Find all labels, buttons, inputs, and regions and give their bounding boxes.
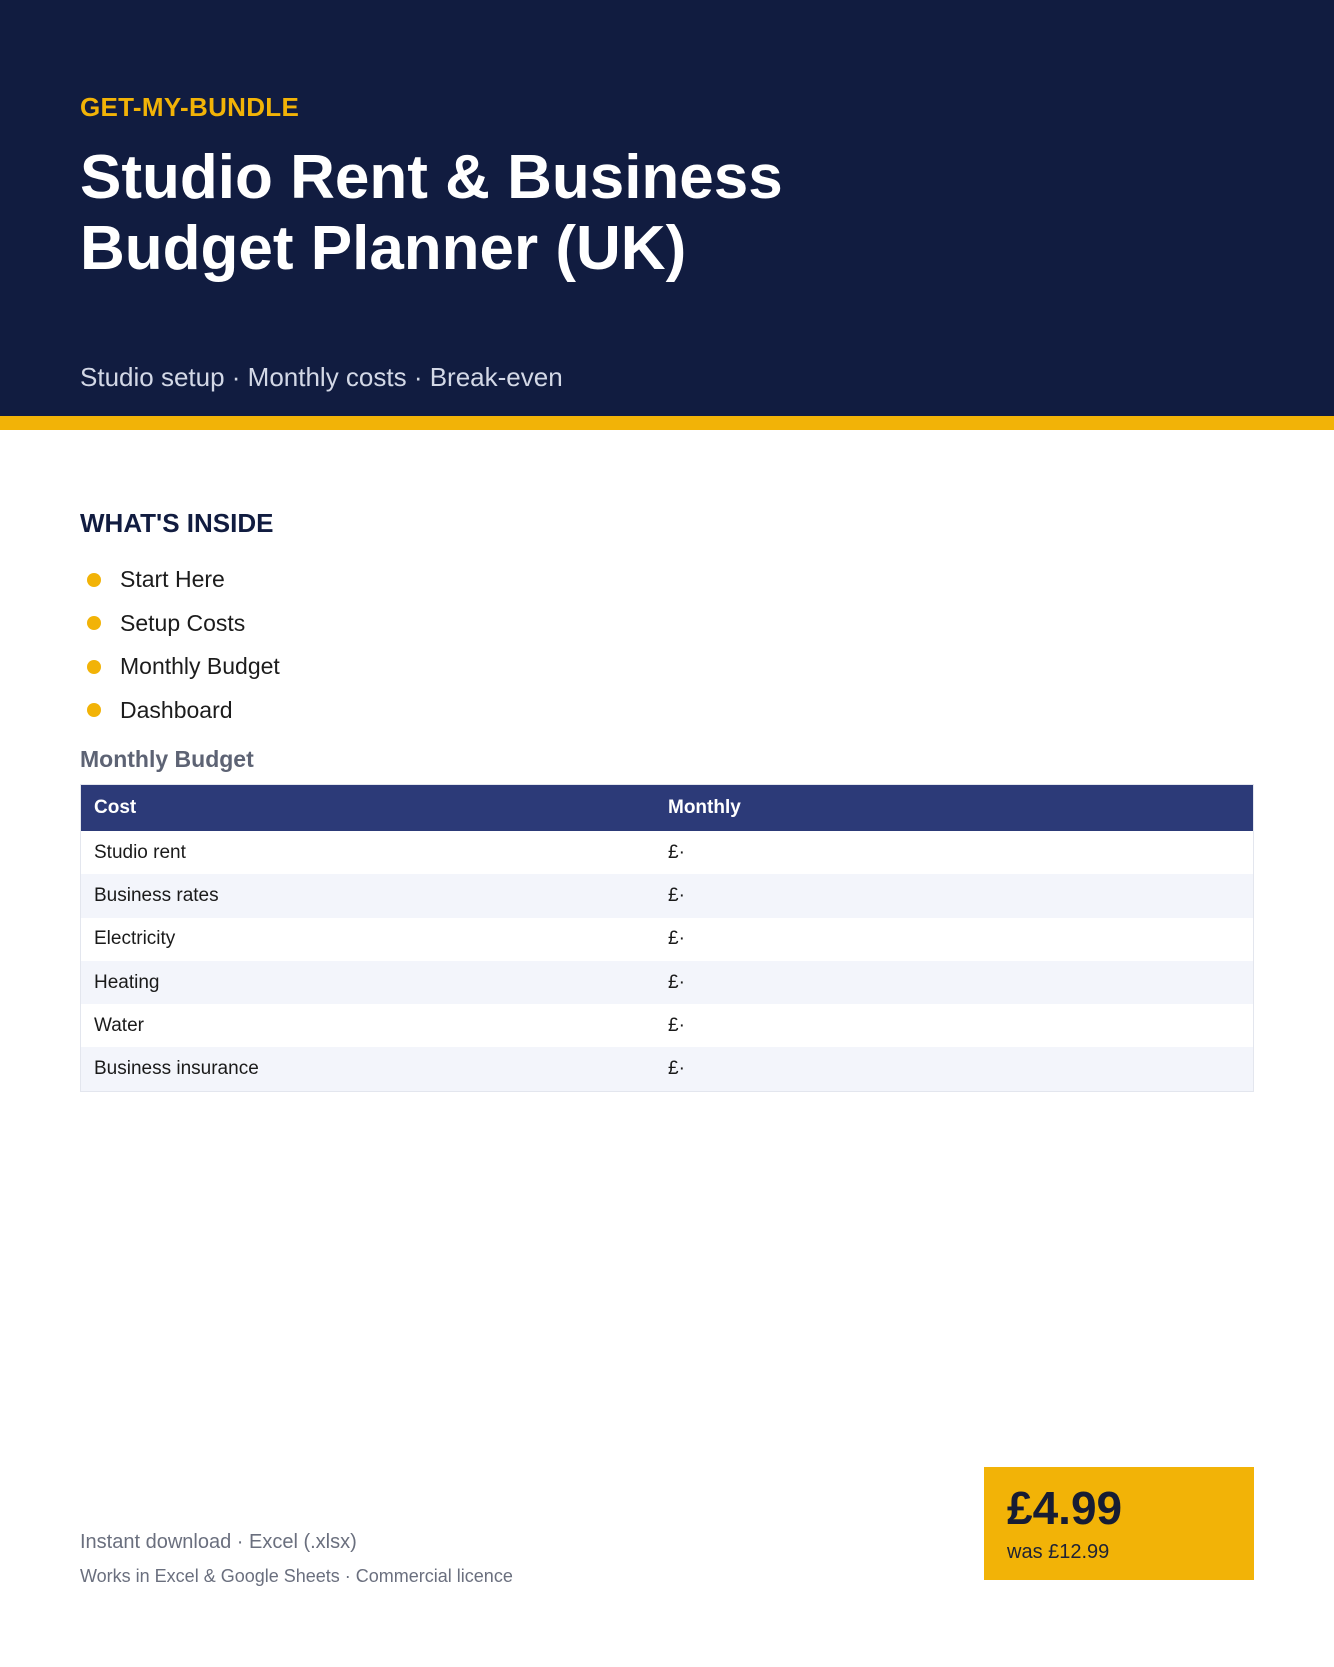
list-item-label: Start Here xyxy=(120,566,225,593)
cost-cell: Business insurance xyxy=(94,1058,259,1080)
list-item-label: Monthly Budget xyxy=(120,653,280,680)
monthly-cell: £· xyxy=(668,1058,685,1080)
list-item xyxy=(80,602,280,646)
table-row xyxy=(81,961,1253,1004)
table-header-row xyxy=(81,785,1253,831)
header-banner xyxy=(0,0,1334,416)
list-item xyxy=(80,689,280,733)
monthly-cell: £· xyxy=(668,928,685,950)
bullet-dot-icon xyxy=(87,616,101,630)
table-row xyxy=(81,831,1253,874)
contents-list xyxy=(80,558,280,732)
column-header-monthly: Monthly xyxy=(668,797,741,818)
table-row xyxy=(81,874,1253,917)
list-item xyxy=(80,558,280,602)
cost-cell: Electricity xyxy=(94,928,176,950)
monthly-cell: £· xyxy=(668,884,685,906)
table-row xyxy=(81,1047,1253,1090)
monthly-cell: £· xyxy=(668,971,685,993)
table-row xyxy=(81,918,1253,961)
page-title: Studio Rent & Business Budget Planner (UK) xyxy=(80,143,783,283)
cost-cell: Studio rent xyxy=(94,841,186,863)
cost-cell: Water xyxy=(94,1014,144,1036)
header-accent-bar xyxy=(0,416,1334,430)
cost-cell: Business rates xyxy=(94,884,219,906)
compatibility-info: Works in Excel & Google Sheets · Commercial licence xyxy=(80,1566,513,1586)
price-badge xyxy=(984,1467,1254,1580)
contents-heading: WHAT'S INSIDE xyxy=(80,508,274,538)
table-row xyxy=(81,1004,1253,1047)
cost-cell: Heating xyxy=(94,971,160,993)
table-caption: Monthly Budget xyxy=(80,746,254,772)
current-price: £4.99 xyxy=(1007,1482,1123,1534)
bullet-dot-icon xyxy=(87,703,101,717)
budget-table xyxy=(80,784,1254,1092)
brand-name: GET-MY-BUNDLE xyxy=(80,92,300,122)
list-item xyxy=(80,645,280,689)
column-header-cost: Cost xyxy=(94,797,137,818)
list-item-label: Dashboard xyxy=(120,696,233,723)
bullet-dot-icon xyxy=(87,660,101,674)
page-subtitle: Studio setup · Monthly costs · Break-even xyxy=(80,362,563,392)
monthly-cell: £· xyxy=(668,841,685,863)
list-item-label: Setup Costs xyxy=(120,609,246,636)
original-price: was £12.99 xyxy=(1007,1541,1110,1563)
bullet-dot-icon xyxy=(87,573,101,587)
monthly-cell: £· xyxy=(668,1014,685,1036)
download-info: Instant download · Excel (.xlsx) xyxy=(80,1531,357,1553)
